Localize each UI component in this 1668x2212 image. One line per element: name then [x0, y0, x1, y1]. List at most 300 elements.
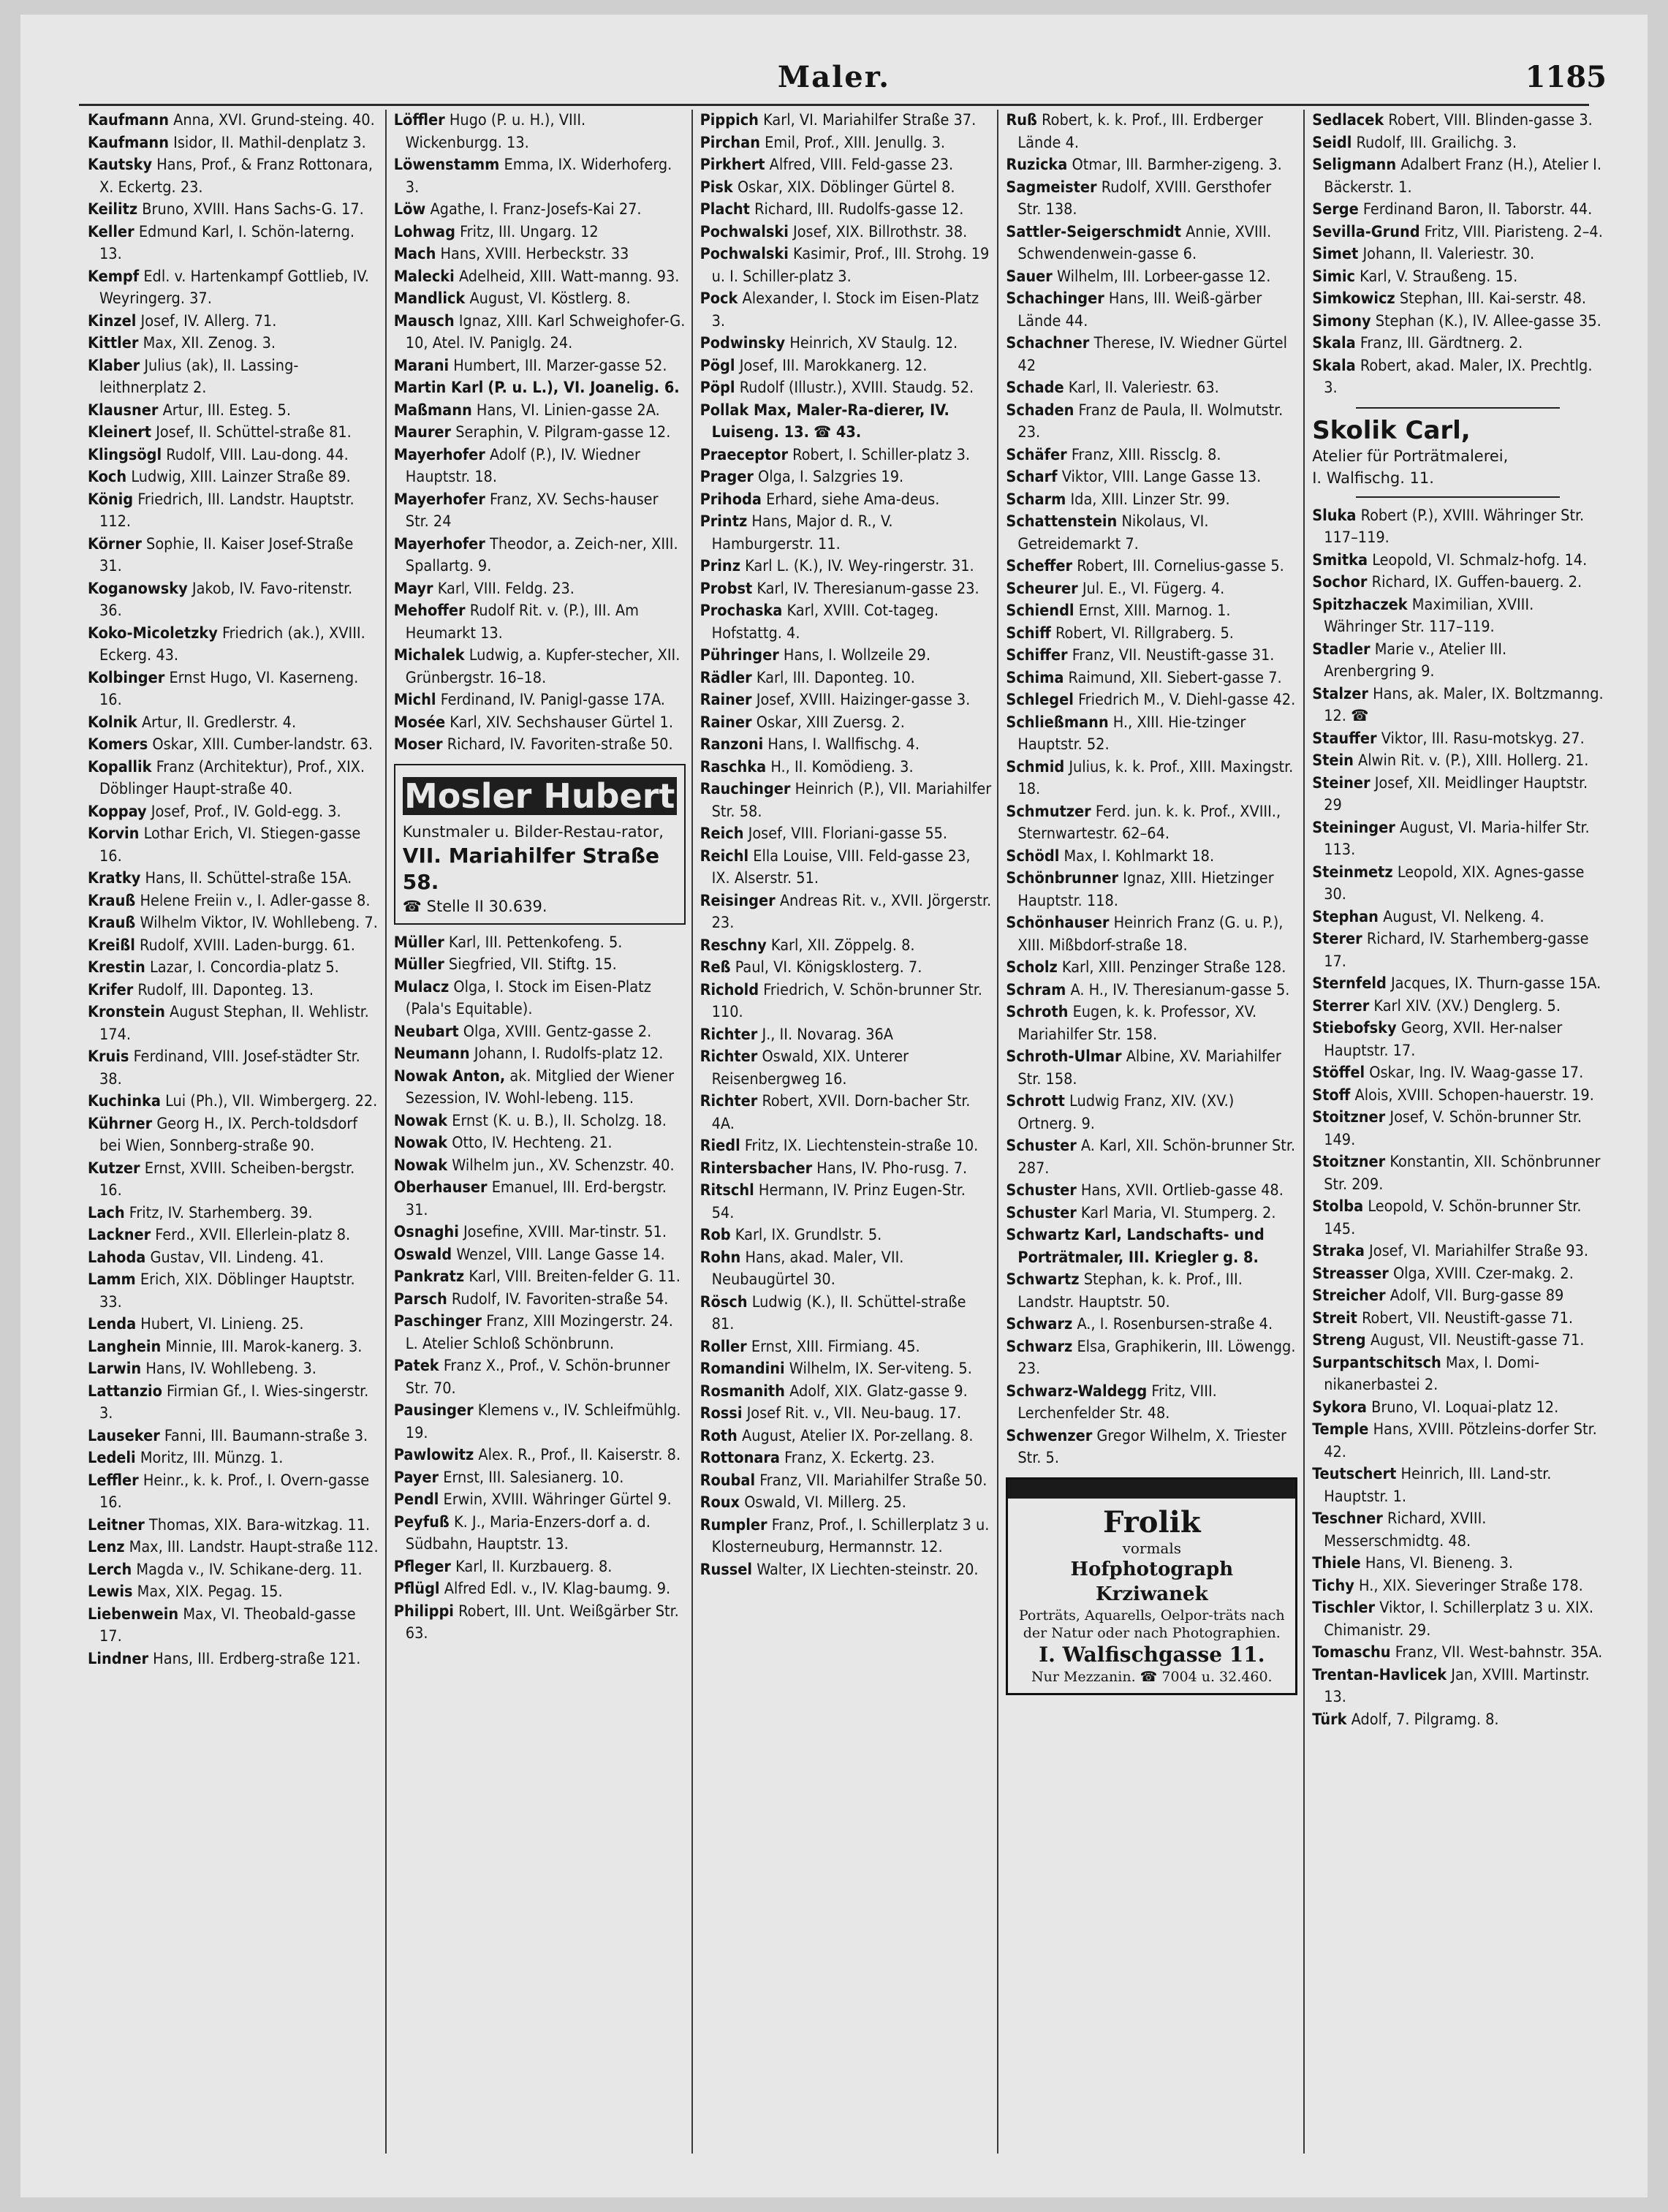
skolik-ad-line-2: I. Walfischg. 11.	[1312, 469, 1434, 487]
entry-details: Ferdinand, VIII. Josef-städter Str. 38.	[99, 1048, 360, 1088]
entry-name: Schiffer	[1006, 646, 1068, 664]
directory-entry	[88, 444, 379, 467]
entry-name: Praeceptor	[700, 445, 788, 464]
directory-entry	[1006, 645, 1297, 667]
directory-entry	[88, 1202, 379, 1225]
directory-entry	[700, 667, 992, 690]
entry-details: Max, III. Landstr. Haupt-straße 112.	[129, 1538, 379, 1556]
entry-name: Sagmeister	[1006, 178, 1097, 197]
directory-entry	[394, 1400, 686, 1444]
entry-name: Korvin	[88, 825, 140, 843]
entry-name: Ruzicka	[1006, 156, 1068, 174]
entry-details: Karl XIV. (XV.) Denglerg. 5.	[1373, 996, 1561, 1015]
entry-name: Streng	[1312, 1331, 1366, 1349]
skolik-ad	[1312, 416, 1604, 489]
entry-details: Fritz, IX. Liechtenstein-straße 10.	[744, 1137, 979, 1155]
entry-name: Skala	[1312, 334, 1356, 352]
directory-entry	[700, 177, 992, 200]
entry-name: Müller	[393, 933, 444, 952]
entry-details: August, Atelier IX. Por-zellang. 8.	[741, 1426, 974, 1445]
directory-entry	[700, 1336, 992, 1359]
directory-entry	[1312, 1151, 1604, 1196]
directory-entry	[700, 1515, 992, 1559]
entry-details: Georg, XVII. Her-nalser Hauptstr. 17.	[1324, 1019, 1563, 1060]
entry-name: Koko-Micoletzky	[88, 624, 218, 643]
entry-details: Agathe, I. Franz-Josefs-Kai 27.	[430, 200, 642, 219]
directory-entry	[1312, 1330, 1604, 1352]
entry-details: Karl, III. Pettenkofeng. 5.	[448, 933, 623, 952]
entry-details: Max, XIX. Pegag. 15.	[137, 1583, 283, 1601]
directory-entry	[88, 311, 379, 333]
entry-details: Stephan, k. k. Prof., III. Landstr. Hauptstr. 50.	[1017, 1270, 1243, 1311]
entry-name: Schuster	[1006, 1203, 1077, 1222]
entry-name: Sterrer	[1312, 996, 1370, 1015]
directory-entry	[700, 846, 992, 890]
entry-details: Ferdinand, IV. Panigl-gasse 17A.	[440, 691, 665, 709]
directory-entry	[88, 1046, 379, 1091]
entry-name: Romandini	[700, 1360, 785, 1378]
columns	[80, 110, 1610, 2154]
directory-entry	[1006, 1425, 1297, 1470]
entry-name: Schroth	[1006, 1003, 1069, 1021]
directory-entry	[88, 1336, 379, 1359]
entry-details: g. 8.	[1223, 1248, 1259, 1267]
entry-details: Hans, I. Wallfischg. 4.	[767, 735, 920, 754]
entry-details: Josef, VI. Mariahilfer Straße 93.	[1369, 1242, 1589, 1260]
directory-entry	[394, 1221, 686, 1244]
directory-entry	[1312, 221, 1604, 244]
entry-details: Raimund, XII. Siebert-gasse 7.	[1068, 668, 1282, 687]
entry-name: Steininger	[1312, 818, 1395, 837]
entry-name: Oswald	[393, 1245, 452, 1264]
entry-details: Josef, III. Marokkanerg. 12.	[739, 356, 928, 375]
entry-name: Rintersbacher	[700, 1159, 813, 1178]
entry-details: Rudolf, III. Daponteg. 13.	[137, 980, 314, 999]
entry-details: Minnie, III. Marok-kanerg. 3.	[165, 1337, 363, 1356]
entry-name: Kronstein	[88, 1003, 165, 1021]
entry-details: Franz X., Prof., V. Schön-brunner Str. 70.	[405, 1357, 670, 1398]
directory-entry	[1312, 1308, 1604, 1330]
entry-details: Karl, XVIII. Cot-tageg. Hofstattg. 4.	[711, 602, 939, 643]
entry-details: Ignaz, XIII. Karl Schweighofer-G. 10, Atel. IV. Paniglg. 24.	[405, 311, 686, 352]
directory-entry	[700, 1158, 992, 1181]
entry-details: August, VI. Köstlerg. 8.	[469, 289, 631, 308]
entry-name: Sterer	[1312, 930, 1362, 948]
entry-details: Karl L. (K.), IV. Wey-ringerstr. 31.	[745, 557, 974, 575]
entry-details: ak. Mitglied der Wiener Sezession, IV. Wohl-lebeng. 115.	[405, 1067, 675, 1107]
entry-details: Heinrich (P.), VII. Mariahilfer Str. 58.	[711, 780, 992, 821]
frolik-ad	[1006, 1477, 1297, 1695]
directory-entry	[700, 645, 992, 667]
frolik-ad-subtitle: Hofphotograph Krziwanek	[1070, 1558, 1234, 1605]
entry-name: Kautsky	[88, 156, 153, 174]
entry-name: Lohwag	[393, 222, 455, 241]
entry-details: Hugo (P. u. H.), VIII. Wickenburgg. 13.	[405, 111, 586, 152]
entry-details: Marie v., Atelier III. Arenbergring 9.	[1324, 640, 1507, 681]
entry-details: Ernst, XIII. Firmiang. 45.	[751, 1337, 920, 1356]
directory-entry	[1312, 594, 1604, 639]
entry-name: Pankratz	[393, 1268, 465, 1286]
directory-entry	[394, 1021, 686, 1044]
entry-name: Pendl	[393, 1491, 439, 1509]
entry-details: August, VI. Maria-hilfer Str. 113.	[1324, 818, 1590, 859]
entry-details: Wilhelm, III. Lorbeer-gasse 12.	[1056, 267, 1271, 286]
header-rule	[79, 104, 1589, 106]
directory-entry	[700, 689, 992, 712]
entry-name: Prihoda	[700, 490, 762, 509]
separator	[1356, 496, 1560, 498]
directory-entry	[1006, 1001, 1297, 1046]
entry-details: Richard, IV. Favoriten-straße 50.	[447, 735, 673, 754]
entry-name: Smitka	[1312, 550, 1368, 569]
directory-entry	[700, 110, 992, 132]
entry-name: Michl	[393, 691, 436, 709]
directory-entry	[394, 1578, 686, 1601]
entry-details: Olga, I. Salzgries 19.	[758, 468, 904, 486]
directory-entry	[1312, 1397, 1604, 1420]
entry-details: Johann, I. Rudolfs-platz 12.	[474, 1045, 664, 1063]
entry-name: Pisk	[700, 178, 733, 197]
entry-name: Spitzhaczek	[1312, 595, 1408, 614]
entry-details: Ignaz, XIII. Hietzinger Hauptstr. 118.	[1017, 869, 1274, 910]
entry-details: Josef, VIII. Floriani-gasse 55.	[748, 825, 948, 843]
entry-name: Streasser	[1312, 1264, 1389, 1283]
directory-entry	[1312, 154, 1604, 199]
directory-entry	[1006, 667, 1297, 690]
entry-details: Olga, XVIII. Gentz-gasse 2.	[463, 1022, 652, 1041]
entry-name: Pflügl	[393, 1580, 440, 1598]
entry-details: Gustav, VII. Lindeng. 41.	[150, 1248, 325, 1267]
entry-name: Mandlick	[393, 289, 466, 308]
directory-entry	[394, 932, 686, 955]
entry-details: Viktor, III. Rasu-motskyg. 27.	[1381, 729, 1585, 748]
entry-name: Schäfer	[1006, 445, 1067, 464]
directory-entry	[1312, 728, 1604, 751]
directory-entry	[700, 1224, 992, 1247]
directory-entry	[88, 578, 379, 623]
entry-details: ☎ 43.	[814, 423, 862, 442]
entry-details: Hans, XVII. Ortlieb-gasse 48.	[1080, 1181, 1284, 1200]
directory-entry	[1006, 1381, 1297, 1425]
entry-details: Oskar, XIX. Döblinger Gürtel 8.	[737, 178, 955, 197]
entry-name: Schwarz	[1006, 1315, 1073, 1333]
entry-details: Ferd., XVII. Ellerlein-platz 8.	[155, 1226, 351, 1244]
entry-details: Robert, VI. Rillgraberg. 5.	[1055, 624, 1234, 643]
entry-name: Roubal	[700, 1471, 756, 1490]
entry-name: Raschka	[700, 757, 767, 776]
entry-details: Karl, IX. Grundlstr. 5.	[735, 1226, 882, 1244]
entry-details: Walter, IX Liechten-steinstr. 20.	[757, 1560, 979, 1579]
entry-name: Lamm	[88, 1270, 136, 1289]
directory-entry	[1312, 906, 1604, 929]
entry-name: Schaden	[1006, 401, 1074, 420]
entry-name: Pawlowitz	[393, 1446, 474, 1464]
entry-name: Rottonara	[700, 1449, 780, 1467]
directory-entry	[1006, 400, 1297, 444]
entry-name: Keller	[88, 222, 134, 241]
directory-entry	[1312, 1642, 1604, 1664]
entry-name: Steinmetz	[1312, 863, 1393, 882]
entry-details: Hans, VI. Linien-gasse 2A.	[476, 401, 660, 420]
entry-name: Schima	[1006, 668, 1064, 687]
entry-details: Alexander, I. Stock im Eisen-Platz 3.	[711, 289, 979, 330]
entry-details: Karl, XIII. Penzinger Straße 128.	[1061, 958, 1286, 977]
entry-name: Rädler	[700, 668, 752, 687]
directory-entry	[1006, 333, 1297, 377]
entry-name: Türk	[1312, 1710, 1347, 1729]
entry-details: Franz, XV. Sechs-hauser Str. 24	[405, 490, 659, 531]
directory-entry	[394, 221, 686, 244]
directory-entry	[1006, 1314, 1297, 1336]
directory-entry	[1312, 817, 1604, 862]
directory-entry	[394, 1444, 686, 1467]
entry-details: Ella Louise, VIII. Feld-gasse 23, IX. Alserstr. 51.	[711, 846, 971, 887]
entry-name: Liebenwein	[88, 1605, 179, 1624]
entry-name: Teschner	[1312, 1510, 1383, 1528]
directory-entry	[700, 1180, 992, 1224]
directory-entry	[700, 1470, 992, 1493]
entry-name: Peyfuß	[393, 1512, 450, 1531]
directory-entry	[1312, 750, 1604, 773]
entry-name: Rumpler	[700, 1515, 767, 1534]
entry-details: Max, XII. Zenog. 3.	[143, 334, 276, 352]
entry-details: Rudolf (Illustr.), XVIII. Staudg. 52.	[739, 379, 974, 397]
entry-details: Robert, VIII. Blinden-gasse 3.	[1388, 111, 1593, 129]
directory-entry	[700, 489, 992, 512]
entry-details: Alex. R., Prof., II. Kaiserstr. 8.	[478, 1446, 681, 1464]
entry-name: Nowak	[393, 1134, 448, 1152]
directory-entry	[88, 355, 379, 400]
entry-details: Rudolf, IV. Favoriten-straße 54.	[451, 1289, 669, 1308]
directory-entry	[88, 823, 379, 868]
entry-name: Mosée	[393, 713, 446, 732]
entry-details: A. H., IV. Theresianum-gasse 5.	[1070, 980, 1290, 999]
entry-name: Krauß	[88, 891, 136, 910]
column-5	[1305, 110, 1610, 2154]
entry-name: Martin Karl	[393, 379, 484, 397]
entry-name: Parsch	[393, 1289, 447, 1308]
directory-entry	[1312, 683, 1604, 728]
entry-name: Kratky	[88, 869, 141, 887]
directory-entry	[1312, 1085, 1604, 1107]
entry-name: Riedl	[700, 1137, 740, 1155]
entry-name: Schließmann	[1006, 713, 1109, 732]
entry-name: Stolba	[1312, 1197, 1364, 1216]
directory-entry	[88, 1358, 379, 1381]
entry-name: Simet	[1312, 245, 1359, 263]
entry-details: Erich, XIX. Döblinger Hauptstr. 33.	[99, 1270, 355, 1311]
entry-details: August, VII. Neustift-gasse 71.	[1370, 1331, 1585, 1349]
directory-entry	[700, 355, 992, 378]
entry-name: Malecki	[393, 267, 455, 286]
directory-entry	[700, 823, 992, 846]
directory-entry	[700, 1135, 992, 1158]
entry-details: Fritz, VIII. Piaristeng. 2–4.	[1424, 222, 1603, 241]
entry-name: Serge	[1312, 200, 1359, 219]
entry-name: Pfleger	[393, 1557, 451, 1576]
entry-name: Mayerhofer	[393, 445, 485, 464]
entry-name: Pögl	[700, 356, 735, 375]
entry-details: Otto, IV. Hechteng. 21.	[452, 1134, 613, 1152]
directory-entry	[394, 1110, 686, 1133]
directory-entry	[700, 243, 992, 288]
entry-name: Lauseker	[88, 1426, 160, 1445]
entry-details: Hans, I. Wollzeile 29.	[783, 646, 930, 664]
entry-name: Richter	[700, 1025, 758, 1044]
entry-details: Hans, Major d. R., V. Hamburgerstr. 11.	[711, 512, 893, 553]
directory-entry	[1312, 355, 1604, 400]
directory-entry	[88, 1269, 379, 1314]
entry-name: Ledeli	[88, 1449, 136, 1467]
directory-entry	[700, 935, 992, 958]
entry-name: Schwenzer	[1006, 1426, 1093, 1445]
entry-name: Rossi	[700, 1404, 743, 1423]
entry-details: Franz (Architektur), Prof., XIX. Döblinger Haupt-straße 40.	[99, 757, 365, 798]
directory-entry	[1006, 868, 1297, 912]
directory-entry	[700, 712, 992, 735]
directory-entry	[88, 1648, 379, 1671]
directory-entry	[394, 400, 686, 423]
directory-entry	[88, 1091, 379, 1113]
entry-name: Lindner	[88, 1649, 149, 1668]
entry-name: Mayerhofer	[393, 490, 485, 509]
entry-name: Scheffer	[1006, 557, 1073, 575]
entry-details: Olga, XVIII. Czer-makg. 2.	[1392, 1264, 1574, 1283]
entry-details: Firmian Gf., I. Wies-singerstr. 3.	[99, 1382, 369, 1423]
directory-entry	[88, 333, 379, 355]
entry-details: Alwin Rit. v. (P.), XIII. Hollerg. 21.	[1358, 751, 1589, 770]
entry-name: Stoitzner	[1312, 1108, 1386, 1126]
directory-entry	[1006, 623, 1297, 645]
entry-details: Hans, Prof., & Franz Rottonara, X. Eckertg. 23.	[99, 156, 373, 197]
directory-entry	[394, 1556, 686, 1579]
entry-details: Alfred, VIII. Feld-gasse 23.	[769, 156, 954, 174]
directory-entry	[1006, 221, 1297, 266]
directory-entry	[88, 132, 379, 155]
entry-name: Pochwalski	[700, 245, 789, 263]
entry-name: Simkowicz	[1312, 289, 1395, 308]
entry-name: Schiendl	[1006, 602, 1074, 620]
entry-details: Karl, II. Valeriestr. 63.	[1068, 379, 1219, 397]
entry-details: Emma, IX. Widerhoferg. 3.	[405, 156, 672, 197]
directory-entry	[88, 890, 379, 913]
entry-name: Koganowsky	[88, 579, 188, 598]
directory-entry	[88, 266, 379, 311]
entry-details: Alois, XVIII. Schopen-hauerstr. 19.	[1354, 1086, 1594, 1105]
directory-entry	[394, 734, 686, 757]
entry-details: H., XIII. Hie-tzinger Hauptstr. 52.	[1017, 713, 1246, 754]
entry-details: Ernst, XIII. Marnog. 1.	[1078, 602, 1231, 620]
entry-details: Anna, XVI. Grund-steing. 40.	[173, 111, 375, 129]
directory-entry	[394, 1155, 686, 1178]
entry-details: H., XIX. Sieveringer Straße 178.	[1359, 1576, 1583, 1595]
directory-entry	[700, 957, 992, 980]
entry-details: Elsa, Graphikerin, III. Löwengg. 23.	[1017, 1337, 1296, 1378]
directory-entry	[1312, 1018, 1604, 1062]
entry-name: Lenda	[88, 1315, 137, 1333]
directory-entry	[1312, 572, 1604, 594]
directory-entry	[394, 954, 686, 977]
directory-entry	[1312, 288, 1604, 311]
entry-name: Rosmanith	[700, 1382, 785, 1401]
directory-entry	[700, 1425, 992, 1448]
entry-name: Philippi	[393, 1602, 454, 1621]
entry-details: Karl, VI. Mariahilfer Straße 37.	[763, 111, 977, 129]
entry-name: Sedlacek	[1312, 111, 1384, 129]
directory-entry	[1006, 1135, 1297, 1180]
directory-entry	[1006, 578, 1297, 601]
entry-details: A. Karl, XII. Schön-brunner Str. 287.	[1017, 1137, 1295, 1178]
directory-entry	[394, 422, 686, 444]
entry-name: Lerch	[88, 1560, 132, 1579]
entry-name: Löw	[393, 200, 426, 219]
entry-details: Ludwig Franz, XIV. (XV.) Ortnerg. 9.	[1017, 1092, 1235, 1133]
directory-entry	[1006, 957, 1297, 980]
entry-name: Sykora	[1312, 1398, 1367, 1417]
directory-entry	[1006, 912, 1297, 957]
entry-details: Franz, Prof., I. Schillerplatz 3 u. Klosterneuburg, Hermannstr. 12.	[711, 1515, 990, 1556]
directory-entry	[88, 1158, 379, 1202]
directory-entry	[1006, 1180, 1297, 1202]
entry-details: Richard, IX. Guffen-bauerg. 2.	[1371, 573, 1582, 591]
entry-name: Mayr	[393, 579, 433, 598]
entry-name: Kolbinger	[88, 668, 165, 687]
directory-entry	[394, 534, 686, 578]
entry-details: Franz, XIII Mozingerstr. 24. L. Atelier Schloß Schönbrunn.	[405, 1312, 673, 1353]
entry-details: Ludwig (K.), II. Schüttel-straße 81.	[711, 1292, 966, 1333]
entry-details: Maximilian, XVIII. Währinger Str. 117–119.	[1324, 595, 1534, 636]
directory-entry	[700, 288, 992, 333]
frolik-ad-services: Porträts, Aquarells, Oelpor-träts nach der Natur oder nach Photographien.	[1018, 1607, 1285, 1641]
entry-details: Ida, XIII. Linzer Str. 99.	[1070, 490, 1230, 509]
entry-name: Körner	[88, 534, 142, 553]
entry-name: Ranzoni	[700, 735, 764, 754]
entry-details: Josef, V. Schön-brunner Str. 149.	[1324, 1108, 1582, 1149]
entry-name: Sochor	[1312, 573, 1368, 591]
entry-details: Wilhelm Viktor, IV. Wohllebeng. 7.	[140, 914, 378, 932]
entry-name: Roller	[700, 1337, 747, 1356]
directory-entry	[88, 1470, 379, 1515]
entry-name: Patek	[393, 1357, 439, 1375]
entry-name: Klaber	[88, 356, 140, 375]
directory-entry	[700, 1447, 992, 1470]
directory-entry	[88, 667, 379, 712]
directory-entry	[700, 444, 992, 467]
entry-details: Josef, XVIII. Haizinger-gasse 3.	[756, 691, 971, 709]
frolik-ad-address: I. Walfischgasse 11.	[1039, 1642, 1265, 1667]
directory-entry	[394, 1066, 686, 1110]
entry-details: Otmar, III. Barmher-zigeng. 3.	[1072, 156, 1282, 174]
directory-entry	[1312, 1285, 1604, 1308]
entry-name: Seidl	[1312, 133, 1352, 152]
entry-details: Leopold, V. Schön-brunner Str. 145.	[1324, 1197, 1582, 1238]
entry-name: Pühringer	[700, 646, 779, 664]
entry-details: Rudolf, XVIII. Gersthofer Str. 138.	[1017, 178, 1272, 219]
entry-name: Stiebofsky	[1312, 1019, 1397, 1037]
entry-name: Langhein	[88, 1337, 162, 1356]
entry-name: Lahoda	[88, 1248, 146, 1267]
entry-name: Krestin	[88, 958, 145, 977]
entry-name: Löffler	[393, 111, 445, 129]
entry-details: Jacques, IX. Thurn-gasse 15A.	[1390, 974, 1601, 993]
directory-entry	[88, 801, 379, 824]
entry-details: Fritz, VIII. Lerchenfelder Str. 48.	[1017, 1382, 1217, 1423]
entry-details: Adelheid, XIII. Watt-manng. 93.	[458, 267, 680, 286]
entry-name: Reisinger	[700, 891, 776, 910]
entry-details: Lazar, I. Concordia-platz 5.	[149, 958, 339, 977]
entry-name: Teutschert	[1312, 1465, 1397, 1483]
entry-name: Schödl	[1006, 846, 1060, 866]
